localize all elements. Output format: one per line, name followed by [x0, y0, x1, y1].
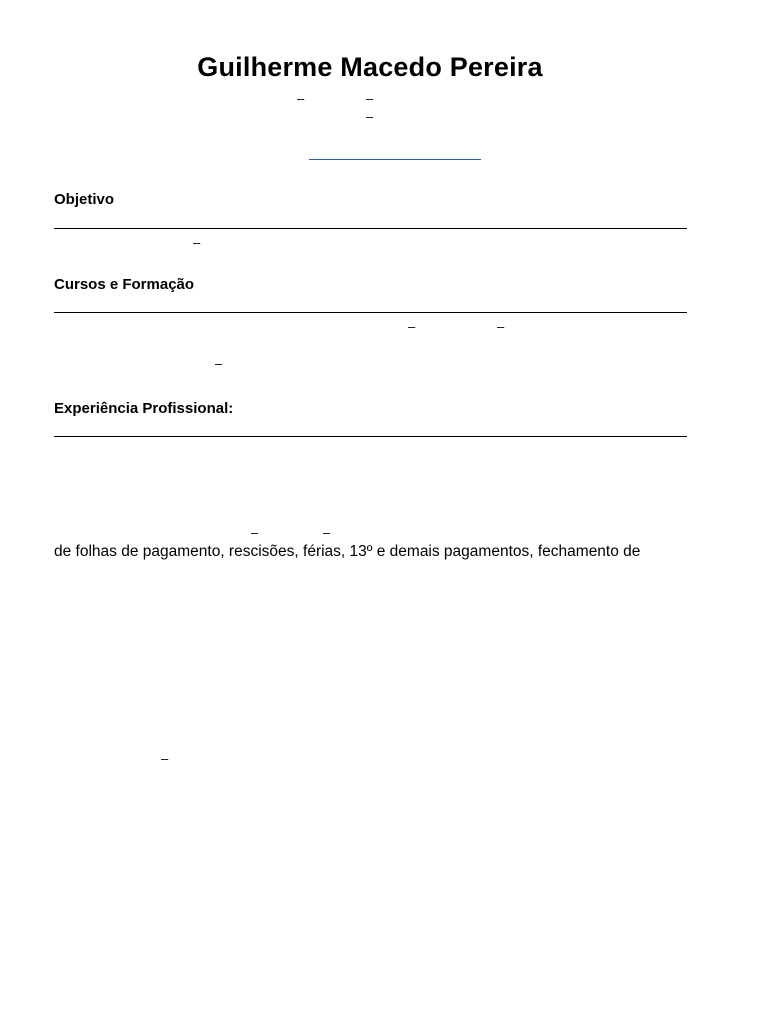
candidate-name: Guilherme Macedo Pereira	[197, 52, 543, 82]
text-dash: –	[408, 319, 416, 334]
section-divider	[54, 228, 687, 229]
email-link-underline[interactable]	[309, 159, 481, 160]
contact-separator: –	[366, 91, 374, 106]
contact-separator: –	[366, 109, 374, 124]
section-heading-experiencia: Experiência Profissional:	[54, 400, 234, 417]
experience-description: de folhas de pagamento, rescisões, férias, 13º e demais pagamentos, fechamento de	[54, 543, 641, 560]
text-dash: –	[497, 319, 505, 334]
text-dash: –	[323, 525, 331, 540]
text-dash: –	[215, 356, 223, 371]
section-heading-cursos: Cursos e Formação	[54, 276, 195, 293]
section-divider	[54, 312, 687, 313]
contact-separator: –	[297, 91, 305, 106]
text-dash: –	[161, 751, 169, 766]
section-divider	[54, 436, 687, 437]
section-heading-objetivo: Objetivo	[54, 191, 115, 208]
text-dash: –	[251, 525, 259, 540]
text-dash: –	[193, 235, 201, 250]
